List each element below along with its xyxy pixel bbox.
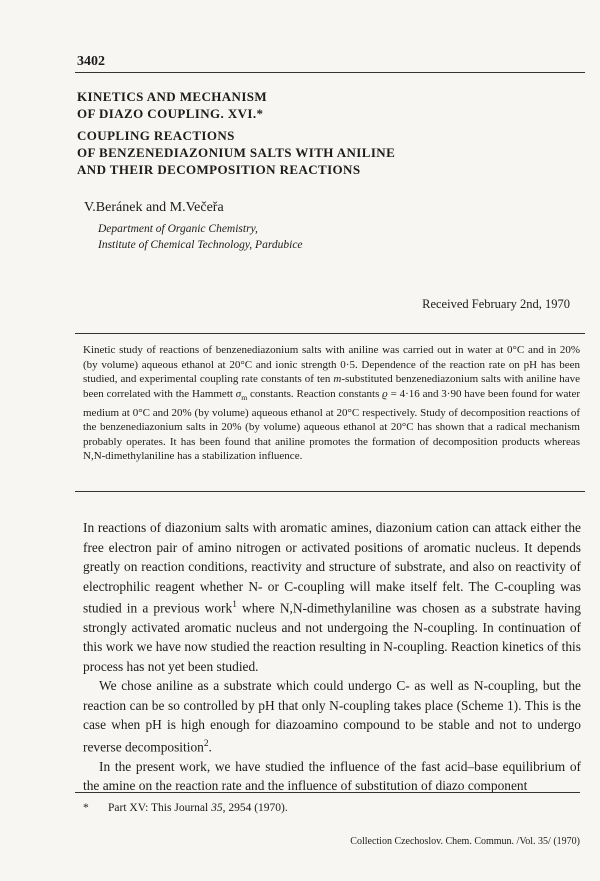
body-paragraph-3: In the present work, we have studied the influence of the fast acid–base equilibrium of the amine on the reaction rate and the influence of substitution of diazo component xyxy=(83,758,581,794)
article-title xyxy=(77,88,582,178)
page-number: 3402 xyxy=(77,54,105,69)
title-series-line-1: KINETICS AND MECHANISM xyxy=(77,89,268,104)
title-main-line-2: OF BENZENEDIAZONIUM SALTS WITH ANILINE xyxy=(77,145,396,160)
authors: V.Beránek and M.Večeřa xyxy=(84,200,224,215)
title-main-line-1: COUPLING REACTIONS xyxy=(77,128,235,143)
body-paragraph-2: We chose aniline as a substrate which could undergo C- as well as N-coupling, but the reaction can be so controlled by pH that only N-coupling takes place (Scheme 1). This is the case when pH is high enough for diazoamino compound to be stable and not to undergo reverse decomposition$^2$. xyxy=(83,678,581,755)
abstract-top-rule xyxy=(75,333,585,334)
title-main-line-3: AND THEIR DECOMPOSITION REACTIONS xyxy=(77,162,361,177)
abstract: Kinetic study of reactions of benzenediazonium salts with aniline was carried out in water at 0°C and in 20% (by volume) aqueous ethanol at 20°C and ionic strength 0·5. Dependence of the reaction rate on pH has been studied, and experimental coupling rate constants of ten m-substituted benzenediazonium salts with aniline have been correlated with the Hammett $\sigma_m$ constants. Reaction constants ϱ = 4·16 and 3·90 have been found for water medium at 0°C and 20% (by volume) aqueous ethanol at 20°C respectively. Study of decomposition reactions of the benzenediazonium salts in 20% (by volume) aqueous ethanol at 20°C has shown that a radical mechanism probably operates. It has been found that aniline promotes the formation of decomposition products whereas N,N-dimethylaniline has a stabilization influence. xyxy=(83,344,580,463)
journal-footer: Collection Czechoslov. Chem. Commun. /Vol. 35/ (1970) xyxy=(350,836,580,847)
body-paragraph-1: In reactions of diazonium salts with aromatic amines, diazonium cation can attack either the free electron pair of amino nitrogen or activated positions of aromatic nucleus. It depends greatly on reaction conditions, reactivity and structure of substrate, and also on reactivity of electrophilic reagent whether N- or C-coupling will make itself felt. The C-coupling was studied in a previous work$^1$ where N,N-dimethylaniline was chosen as a substrate having strongly activated aromatic nucleus and not undergoing the N-coupling. In continuation of this work we have now studied the reaction resulting in N-coupling. Reaction kinetics of this process has not yet been studied. xyxy=(83,520,581,674)
article-body xyxy=(83,518,581,796)
abstract-bottom-rule xyxy=(75,491,585,492)
received-date: Received February 2nd, 1970 xyxy=(422,297,570,311)
affiliation-line-2: Institute of Chemical Technology, Pardubice xyxy=(98,239,303,251)
footnote-marker: * xyxy=(83,802,89,814)
footnote: * Part XV: This Journal 35, 2954 (1970). xyxy=(83,802,288,814)
title-series-line-2: OF DIAZO COUPLING. XVI.* xyxy=(77,106,264,121)
header-rule xyxy=(75,72,585,73)
footnote-rule xyxy=(75,792,580,793)
affiliation-line-1: Department of Organic Chemistry, xyxy=(98,223,258,235)
